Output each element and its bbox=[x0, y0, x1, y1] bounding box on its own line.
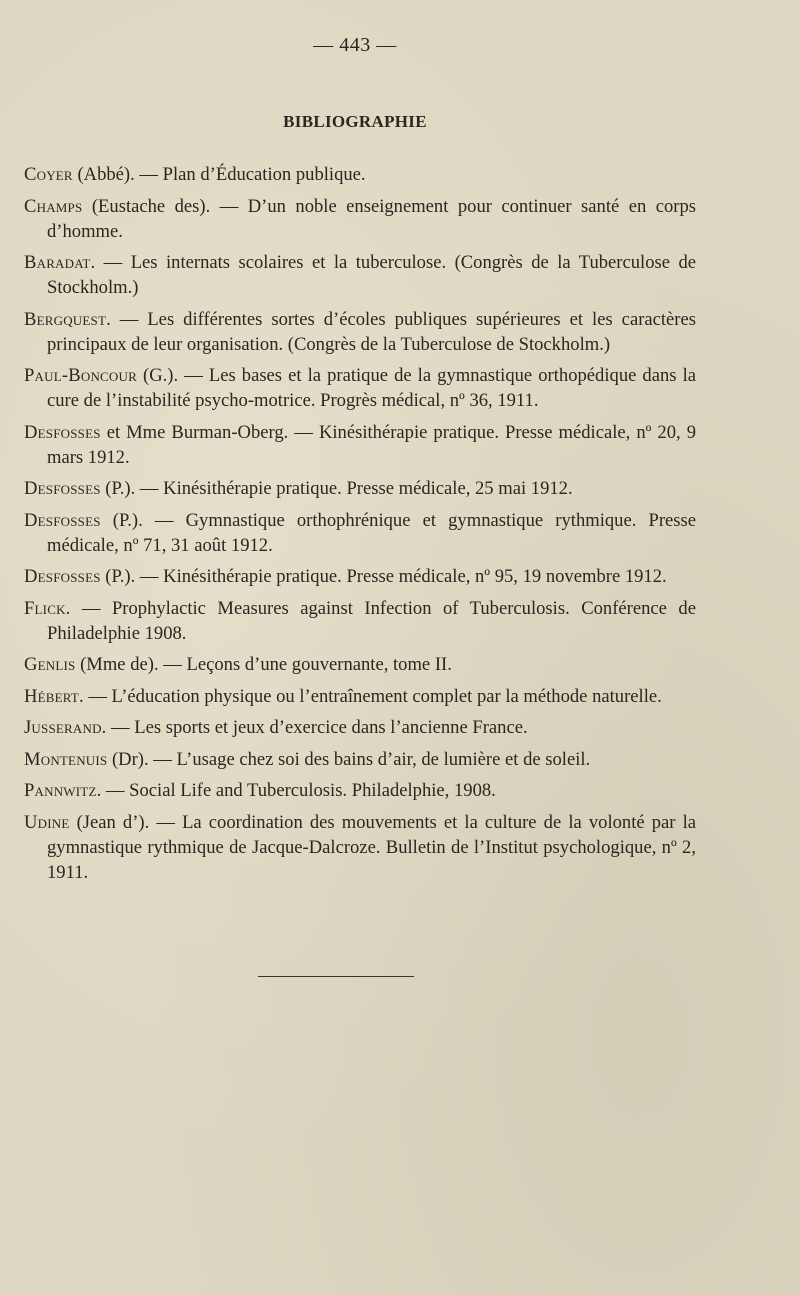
bibliography-entry bbox=[24, 810, 696, 885]
bibliography-entry bbox=[24, 778, 696, 803]
bibliography-entry bbox=[24, 250, 696, 300]
bibliography-entry bbox=[24, 420, 696, 470]
entry-text: (Jean d’). — La coordination des mouvements et la culture de la volonté par la gymnastique rythmique de Jacque-Dalcroze. Bulletin de l’Institut psychologique, nº 2, 1911. bbox=[47, 811, 696, 883]
entry-author: Baradat bbox=[24, 252, 91, 273]
entry-author: Desfosses bbox=[24, 478, 101, 499]
entry-text: . — Les internats scolaires et la tuberculose. (Congrès de la Tuberculose de Stockholm.) bbox=[47, 252, 696, 298]
entry-text: (Mme de). — Leçons d’une gouvernante, tome II. bbox=[75, 654, 452, 675]
bibliography-entry bbox=[24, 596, 696, 646]
entry-text: . — Prophylactic Measures against Infection of Tuberculosis. Conférence de Philadelphie 1908. bbox=[47, 597, 696, 644]
entry-text: (P.). — Kinésithérapie pratique. Presse médicale, nº 95, 19 novembre 1912. bbox=[100, 566, 667, 587]
entry-text: . — Les différentes sortes d’écoles publiques supérieures et les caractères principaux de leur organisation. (Congrès de la Tuberculose de Stockholm.) bbox=[47, 308, 696, 355]
entry-author: Desfosses bbox=[24, 509, 101, 531]
entry-text: . — L’éducation physique ou l’entraînement complet par la méthode naturelle. bbox=[79, 685, 662, 707]
bibliography-entry bbox=[24, 162, 696, 187]
entry-text: . — Les sports et jeux d’exercice dans l’ancienne France. bbox=[101, 717, 528, 738]
closing-rule bbox=[258, 976, 414, 977]
entry-text: (P.). — Gymnastique orthophrénique et gymnastique rythmique. Presse médicale, nº 71, 31 août 1912. bbox=[47, 509, 696, 556]
entry-author: Hébert bbox=[24, 685, 80, 707]
bibliography-entry bbox=[24, 564, 696, 589]
entry-author: Genlis bbox=[24, 654, 76, 675]
entry-text: et Mme Burman-Oberg. — Kinésithérapie pratique. Presse médicale, nº 20, 9 mars 1912. bbox=[47, 421, 696, 468]
entry-author: Desfosses bbox=[24, 421, 101, 443]
entry-text: (Abbé). — Plan d’Éducation publique. bbox=[72, 164, 366, 185]
bibliography-list bbox=[24, 162, 696, 891]
entry-author: Paul-Boncour bbox=[24, 365, 137, 386]
entry-text: (G.). — Les bases et la pratique de la gymnastique orthopédique dans la cure de l’instabilité psycho-motrice. Progrès médical, nº 36, 1911. bbox=[47, 365, 696, 411]
bibliography-entry bbox=[24, 747, 696, 772]
entry-text: (P.). — Kinésithérapie pratique. Presse médicale, 25 mai 1912. bbox=[100, 478, 573, 499]
page-title: BIBLIOGRAPHIE bbox=[283, 112, 427, 131]
bibliography-entry bbox=[24, 307, 696, 357]
bibliography-entry bbox=[24, 652, 696, 677]
entry-author: Desfosses bbox=[24, 566, 101, 587]
bibliography-entry bbox=[24, 476, 696, 501]
entry-author: Bergquest bbox=[24, 308, 107, 330]
entry-author: Montenuis bbox=[24, 748, 108, 770]
entry-author: Flick bbox=[24, 597, 66, 619]
entry-author: Udine bbox=[24, 811, 70, 833]
bibliography-entry bbox=[24, 715, 696, 740]
entry-text: . — Social Life and Tuberculosis. Philadelphie, 1908. bbox=[96, 780, 496, 801]
entry-text: (Dr). — L’usage chez soi des bains d’air, de lumière et de soleil. bbox=[107, 748, 591, 770]
bibliography-entry bbox=[24, 508, 696, 558]
bibliography-entry bbox=[24, 194, 696, 244]
entry-author: Pannwitz bbox=[24, 780, 97, 801]
page-number: — 443 — bbox=[313, 34, 397, 56]
entry-author: Champs bbox=[24, 195, 83, 217]
entry-author: Jusserand bbox=[24, 717, 102, 738]
entry-text: (Eustache des). — D’un noble enseignement pour continuer santé en corps d’homme. bbox=[47, 195, 696, 242]
entry-author: Coyer bbox=[24, 164, 73, 185]
bibliography-entry bbox=[24, 684, 696, 709]
bibliography-entry bbox=[24, 363, 696, 413]
